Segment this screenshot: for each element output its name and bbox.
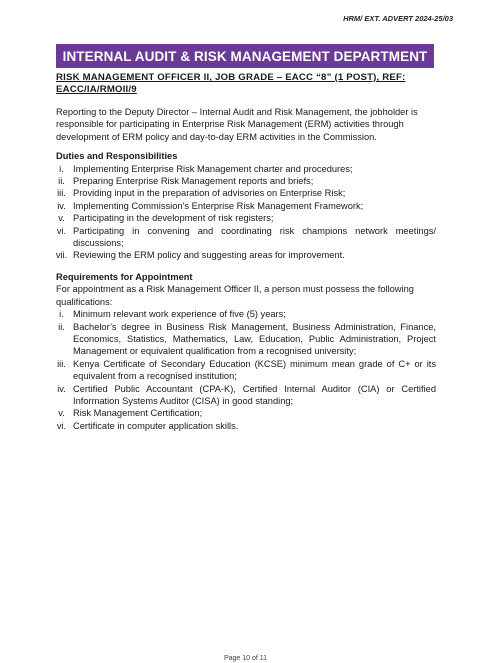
duties-heading: Duties and Responsibilities (56, 151, 178, 162)
item-text: Risk Management Certification; (73, 408, 203, 419)
document-reference: HRM/ EXT. ADVERT 2024-25/03 (343, 14, 453, 23)
job-intro: Reporting to the Deputy Director – Internal Audit and Risk Management, the jobholder is responsible for participating in Enterprise Risk Management (ERM) activities through development of ERM policy and day-to-day ERM activities in the Commission. (56, 107, 418, 142)
list-item (56, 187, 436, 199)
item-number: vi. (56, 225, 67, 236)
item-number: vii. (55, 250, 68, 261)
item-text: Reviewing the ERM policy and suggesting areas for improvement. (73, 250, 345, 261)
department-banner (56, 44, 434, 68)
list-item (56, 212, 436, 224)
item-number: ii. (58, 176, 65, 187)
item-text: Participating in the development of risk registers; (73, 213, 274, 224)
list-item (56, 308, 436, 320)
item-text: Certified Public Accountant (CPA-K), Certified Internal Auditor (CIA) or Certified Information Systems Auditor (CISA) in good standing; (73, 383, 436, 406)
requirements-intro: For appointment as a Risk Management Officer II, a person must possess the following qualifications: (56, 284, 414, 307)
item-number: iii. (57, 188, 66, 199)
job-title: RISK MANAGEMENT OFFICER II, JOB GRADE – EACC “8” (1 POST), REF: EACC/IA/RMOII/9 (56, 72, 406, 95)
list-item (56, 321, 436, 358)
item-text: Bachelor’s degree in Business Risk Management, Business Administration, Finance, Economics, Statistics, Mathematics, Law, Education, Public Administration, Project Management or equivalent qualification from a recognised university; (73, 321, 436, 357)
item-number: vi. (56, 420, 67, 431)
item-text: Minimum relevant work experience of five (5) years; (73, 309, 286, 320)
item-text: Preparing Enterprise Risk Management reports and briefs; (73, 176, 314, 187)
item-text: Participating in convening and coordinating risk champions network meetings/ discussions; (73, 225, 436, 249)
list-item (56, 407, 436, 419)
list-item (56, 175, 436, 187)
duties-list (56, 163, 436, 262)
item-number: i. (59, 163, 64, 174)
job-section (56, 72, 436, 432)
item-number: v. (58, 213, 65, 224)
page-number: Page 10 of 11 (223, 655, 268, 662)
item-number: iv. (57, 383, 66, 394)
list-item (56, 383, 436, 408)
list-item (56, 420, 436, 432)
list-item (56, 358, 436, 383)
requirements-heading: Requirements for Appointment (56, 271, 193, 282)
list-item (56, 163, 436, 175)
item-text: Kenya Certificate of Secondary Education (KCSE) minimum mean grade of C+ or its equivalent from a recognised institution; (73, 358, 436, 382)
item-number: v. (58, 408, 65, 419)
item-number: i. (59, 309, 64, 320)
item-number: iii. (57, 358, 66, 369)
item-text: Certificate in computer application skills. (73, 420, 239, 431)
item-text: Implementing Commission’s Enterprise Risk Management Framework; (73, 200, 364, 211)
list-item (56, 249, 436, 261)
requirements-list (56, 308, 436, 432)
item-text: Implementing Enterprise Risk Management charter and procedures; (73, 163, 353, 174)
item-number: ii. (58, 321, 65, 332)
item-number: iv. (57, 200, 66, 211)
list-item (56, 225, 436, 250)
list-item (56, 200, 436, 212)
department-title: INTERNAL AUDIT & RISK MANAGEMENT DEPARTMENT (62, 48, 428, 64)
item-text: Providing input in the preparation of advisories on Enterprise Risk; (73, 188, 346, 199)
